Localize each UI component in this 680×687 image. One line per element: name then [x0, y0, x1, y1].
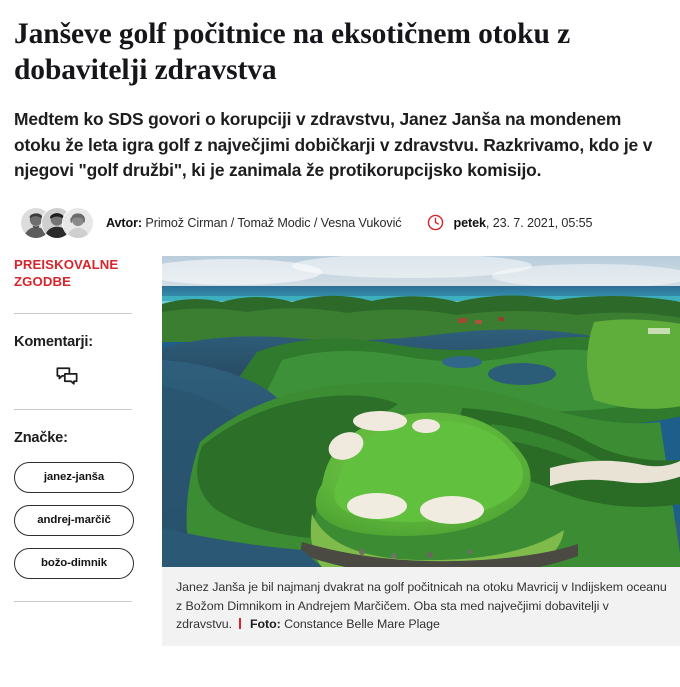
figure-caption-box: [162, 567, 680, 647]
avatar-group: [14, 206, 106, 240]
byline-author-names: Primož Cirman / Tomaž Modic / Vesna Vuković: [145, 215, 402, 230]
tag-item[interactable]: andrej-marčič: [14, 505, 134, 536]
sidebar-divider: [14, 313, 132, 314]
byline-weekday: petek: [453, 215, 486, 230]
comments-button[interactable]: [14, 367, 134, 387]
tags-label: Značke:: [14, 429, 68, 446]
byline-authors: [106, 216, 401, 230]
byline-date-value: , 23. 7. 2021, 05:55: [485, 215, 593, 230]
page-title: Janševe golf počitnice na eksotičnem otoku z dobavitelji zdravstva: [14, 18, 571, 86]
avatar: [62, 207, 94, 239]
byline: [14, 204, 666, 242]
article-lead: Medtem ko SDS govori o korupciji v zdravstvu, Janez Janša na mondenem otoku že leta igra golf z največjimi dobičkarji v zdravstvu. Razkrivamo, kdo je v njegovi "golf družbi", ki je zanimala že protikorupcijsko komisijo.: [14, 108, 653, 181]
byline-date: [453, 216, 592, 230]
figure-caption: [176, 578, 668, 635]
comment-bubbles-icon: [56, 367, 78, 387]
sidebar-divider: [14, 601, 132, 602]
tag-list: [14, 462, 134, 579]
caption-text: Janez Janša je bil najmanj dvakrat na golf počitnicah na otoku Mavricij v Indijskem oceanu z Božom Dimnikom in Andrejem Marčičem. Oba sta med največjimi dobavitelji v zdravstvu.: [176, 579, 667, 632]
byline-timestamp: [427, 214, 592, 231]
clock-icon: [427, 214, 444, 231]
sidebar-divider: [14, 409, 132, 410]
photo-credit-value: Constance Belle Mare Plage: [284, 617, 440, 632]
article-image: [162, 256, 680, 567]
byline-author-label: Avtor:: [106, 215, 143, 230]
comments-label: Komentarji:: [14, 333, 93, 350]
article-figure: [162, 252, 680, 647]
tag-item[interactable]: božo-dimnik: [14, 548, 134, 579]
sidebar-rubric-link[interactable]: PREISKOVALNE ZGODBE: [14, 256, 119, 290]
article-page: [0, 17, 680, 687]
sidebar: [14, 252, 134, 647]
article-body: [14, 252, 666, 647]
caption-separator: [239, 618, 241, 629]
photo-credit-label: Foto:: [249, 617, 281, 632]
tag-item[interactable]: janez-janša: [14, 462, 134, 493]
